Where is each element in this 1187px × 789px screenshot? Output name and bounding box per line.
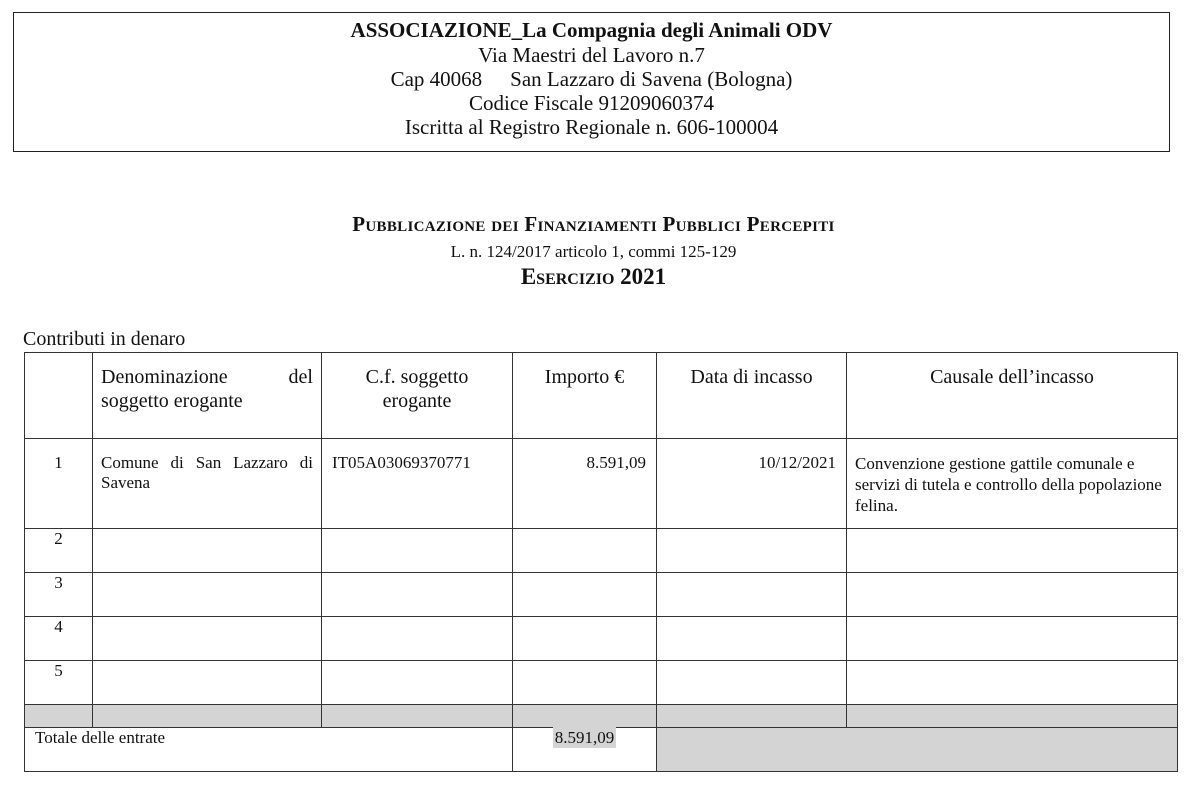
table-row bbox=[25, 661, 1178, 705]
total-value-cell bbox=[513, 728, 657, 772]
row-causale bbox=[847, 529, 1178, 573]
row-data-incasso bbox=[657, 573, 847, 617]
row-codice-fiscale bbox=[322, 573, 513, 617]
row-importo bbox=[513, 573, 657, 617]
row-data-incasso bbox=[657, 617, 847, 661]
organization-city: San Lazzaro di Savena (Bologna) bbox=[510, 67, 793, 91]
row-causale bbox=[847, 573, 1178, 617]
row-number: 3 bbox=[25, 573, 93, 617]
row-denominazione bbox=[93, 529, 322, 573]
row-number: 1 bbox=[25, 439, 93, 529]
total-label: Totale delle entrate bbox=[25, 728, 513, 772]
row-importo: 8.591,09 bbox=[513, 439, 657, 529]
organization-address: Via Maestri del Lavoro n.7 bbox=[478, 43, 705, 67]
organization-city-line bbox=[14, 67, 1169, 91]
contributions-table bbox=[24, 352, 1178, 772]
total-value: 8.591,09 bbox=[554, 728, 615, 747]
header-denominazione: Denominazione del soggetto erogante bbox=[93, 353, 322, 439]
row-importo bbox=[513, 661, 657, 705]
row-codice-fiscale bbox=[322, 661, 513, 705]
table-header-row bbox=[25, 353, 1178, 439]
table-row bbox=[25, 617, 1178, 661]
table-row bbox=[25, 573, 1178, 617]
total-blank-cell bbox=[657, 728, 1178, 772]
separator-row bbox=[25, 705, 1178, 728]
row-causale bbox=[847, 661, 1178, 705]
row-denominazione bbox=[93, 573, 322, 617]
row-codice-fiscale bbox=[322, 529, 513, 573]
table-row bbox=[25, 439, 1178, 529]
organization-header bbox=[13, 12, 1170, 152]
row-denominazione bbox=[93, 661, 322, 705]
row-denominazione bbox=[93, 617, 322, 661]
row-causale: Convenzione gestione gattile comunale e servizi di tutela e controllo della popolazione felina. bbox=[847, 439, 1178, 529]
row-number: 5 bbox=[25, 661, 93, 705]
publication-title: Pubblicazione dei Finanziamenti Pubblici Percepiti bbox=[352, 212, 835, 236]
table-row bbox=[25, 529, 1178, 573]
organization-name: ASSOCIAZIONE_La Compagnia degli Animali ODV bbox=[350, 18, 833, 42]
row-denominazione: Comune di San Lazzaro di Savena bbox=[93, 439, 322, 529]
row-codice-fiscale bbox=[322, 617, 513, 661]
organization-fiscal-code: Codice Fiscale 91209060374 bbox=[469, 91, 714, 115]
row-importo bbox=[513, 617, 657, 661]
row-data-incasso: 10/12/2021 bbox=[657, 439, 847, 529]
header-codice-fiscale: C.f. soggetto erogante bbox=[322, 353, 513, 439]
row-number: 2 bbox=[25, 529, 93, 573]
row-number: 4 bbox=[25, 617, 93, 661]
law-reference: L. n. 124/2017 articolo 1, commi 125-129 bbox=[450, 242, 737, 261]
row-data-incasso bbox=[657, 661, 847, 705]
row-data-incasso bbox=[657, 529, 847, 573]
header-causale: Causale dell’incasso bbox=[847, 353, 1178, 439]
row-importo bbox=[513, 529, 657, 573]
fiscal-year-title: Esercizio 2021 bbox=[520, 264, 667, 289]
row-codice-fiscale: IT05A03069370771 bbox=[322, 439, 513, 529]
section-label: Contributi in denaro bbox=[23, 328, 186, 350]
header-data-incasso: Data di incasso bbox=[657, 353, 847, 439]
header-importo: Importo € bbox=[513, 353, 657, 439]
total-row bbox=[25, 728, 1178, 772]
row-causale bbox=[847, 617, 1178, 661]
organization-cap: Cap 40068 bbox=[390, 67, 483, 91]
header-number bbox=[25, 353, 93, 439]
organization-registry: Iscritta al Registro Regionale n. 606-100004 bbox=[404, 115, 779, 139]
